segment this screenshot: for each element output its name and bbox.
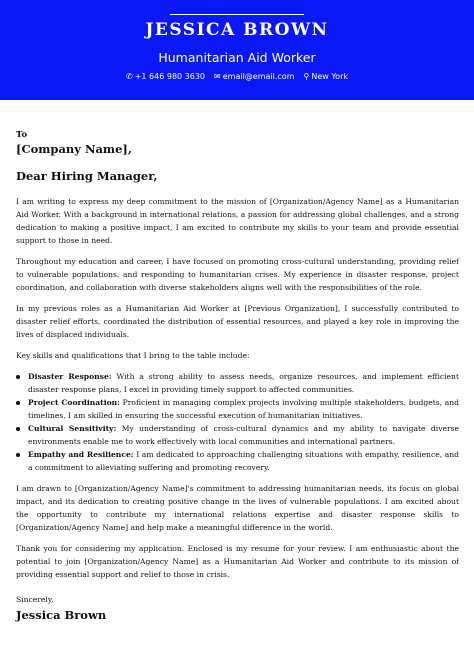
location-pin-icon: ⚲	[303, 72, 310, 81]
skill-title: Project Coordination:	[28, 398, 120, 407]
header-rule	[170, 14, 304, 15]
skill-item	[16, 370, 459, 396]
bullet-icon	[16, 375, 20, 379]
skills-list	[16, 370, 459, 474]
resume-header	[0, 0, 474, 100]
email-icon: ✉	[214, 72, 221, 81]
greeting: Dear Hiring Manager,	[16, 169, 158, 183]
bullet-icon	[16, 427, 20, 431]
paragraph-skills-intro: Key skills and qualifications that I bring to the table include:	[16, 351, 250, 360]
company-name: [Company Name],	[16, 142, 132, 156]
skill-title: Cultural Sensitivity:	[28, 424, 117, 433]
paragraph-background: Throughout my education and career, I have focused on promoting cross-cultural understanding, providing relief to vulnerable populations, and responding to humanitarian crises. My experience in disaster response, project coordination, and collaboration with diverse stakeholders aligns well with the responsibilities of the role.	[16, 257, 459, 292]
sign-off: Sincerely,	[16, 595, 54, 604]
skill-text: My understanding of cross-cultural dynamics and my ability to navigate diverse environments enable me to work effectively with local communities and international partners.	[28, 424, 459, 446]
skill-text: I am dedicated to approaching challenging situations with empathy, resilience, and a commitment to alleviating suffering and promoting recovery.	[28, 450, 459, 472]
skill-title: Disaster Response:	[28, 372, 112, 381]
skill-text: Proficient in managing complex projects involving multiple stakeholders, budgets, and timelines, I am skilled in ensuring the successful execution of humanitarian initiatives.	[28, 398, 459, 420]
bullet-icon	[16, 401, 20, 405]
contact-email[interactable]	[214, 72, 294, 81]
skill-text: With a strong ability to assess needs, organize resources, and implement efficient disaster response plans, I excel in providing timely support to affected communities.	[28, 372, 459, 394]
letter-body	[16, 130, 459, 622]
contact-location	[304, 72, 349, 81]
skill-item	[16, 396, 459, 422]
paragraph-thanks: Thank you for considering my application. Enclosed is my resume for your review. I am enthusiastic about the potential to join [Organization/Agency Name] as a Humanitarian Aid Worker and contribute to its mission of providing essential support and relief to those in crisis.	[16, 544, 459, 579]
phone-icon: ✆	[126, 72, 133, 81]
skill-item	[16, 448, 459, 474]
paragraph-experience: In my previous roles as a Humanitarian Aid Worker at [Previous Organization], I successfully contributed to disaster relief efforts, coordinated the distribution of essential resources, and played a key role in improving the lives of displaced individuals.	[16, 304, 459, 339]
skill-item	[16, 422, 459, 448]
location-text: New York	[311, 72, 348, 81]
signature-name: Jessica Brown	[16, 608, 107, 622]
job-title: Humanitarian Aid Worker	[158, 50, 316, 65]
email-text: email@email.com	[222, 72, 295, 81]
skill-title: Empathy and Resilience:	[28, 450, 134, 459]
applicant-name: JESSICA BROWN	[145, 20, 329, 40]
phone-text: +1 646 980 3630	[134, 72, 206, 81]
contact-bar	[0, 72, 474, 81]
contact-phone[interactable]	[126, 72, 205, 81]
bullet-icon	[16, 453, 20, 457]
paragraph-motivation: I am drawn to [Organization/Agency Name]'s commitment to addressing humanitarian needs, its focus on global impact, and its dedication to creating positive change in the lives of vulnerable populations. I am excited about the opportunity to contribute my international relations expertise and disaster response skills to [Organization/Agency Name] and help make a meaningful difference in the world.	[16, 484, 459, 532]
to-label: To	[16, 130, 28, 140]
paragraph-intro: I am writing to express my deep commitment to the mission of [Organization/Agency Name] as a Humanitarian Aid Worker. With a background in international relations, a passion for addressing global challenges, and a strong dedication to making a positive impact, I am excited to contribute my skills to your team and provide essential support to those in need.	[16, 197, 459, 245]
